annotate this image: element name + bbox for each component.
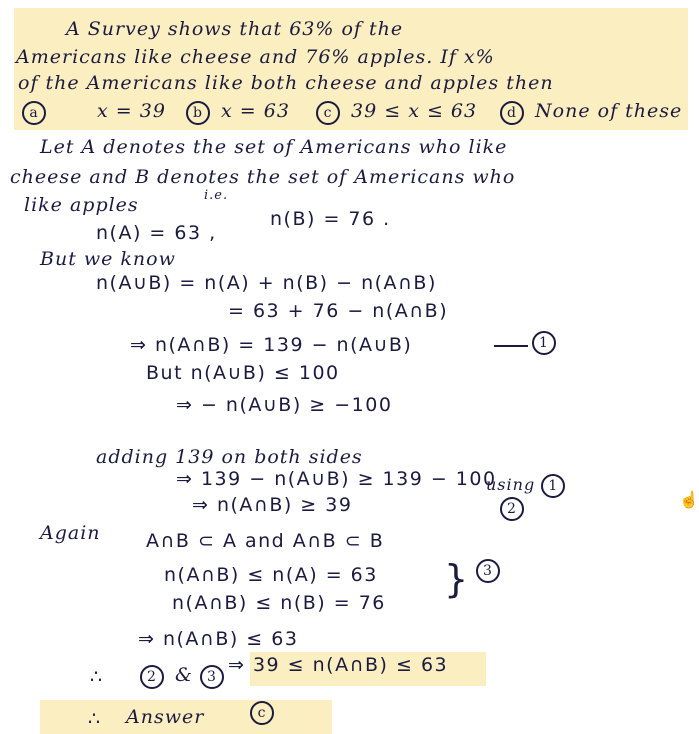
subset-relation: A∩B ⊂ A and A∩B ⊂ B	[146, 530, 385, 552]
bound-by-A: n(A∩B) ≤ n(A) = 63	[164, 564, 378, 586]
solution-line-2: cheese and B denotes the set of Americans who	[10, 166, 516, 188]
question-line-2: Americans like cheese and 76% apples. If x%	[16, 46, 495, 68]
option-c-mark: c	[316, 101, 340, 125]
union-substitution: = 63 + 76 − n(A∩B)	[228, 300, 449, 322]
using-ref	[486, 474, 569, 498]
option-c-text: 39 ≤ x ≤ 63	[351, 100, 478, 122]
option-b-mark: b	[186, 101, 210, 125]
using-ref-mark: 1	[541, 474, 565, 498]
answer-label: Answer	[126, 706, 205, 728]
equation-ref-2: 2	[500, 496, 528, 521]
added-inequality: ⇒ 139 − n(A∪B) ≥ 139 − 100	[176, 468, 497, 490]
therefore-symbol-1: ∴	[90, 666, 104, 688]
option-d-mark: d	[500, 101, 524, 125]
lower-bound: ⇒ n(A∩B) ≥ 39	[192, 494, 353, 516]
but-we-know: But we know	[40, 248, 176, 270]
question-line-3: of the Americans like both cheese and apples then	[18, 72, 554, 94]
using-label: using	[486, 475, 536, 494]
ref-dash-1	[494, 345, 528, 347]
nB-equation: n(B) = 76 .	[270, 208, 391, 230]
equation-ref-1: 1	[532, 330, 560, 355]
option-b-text: x = 63	[221, 100, 290, 122]
ie-label: i.e.	[204, 188, 229, 203]
answer-choice: c	[250, 700, 278, 725]
adding-note: adding 139 on both sides	[96, 446, 363, 468]
option-c	[316, 100, 477, 125]
equation-ref-3: 3	[476, 558, 504, 583]
nA-equation: n(A) = 63 ,	[96, 222, 217, 244]
option-a-text: x = 39	[97, 100, 166, 122]
negated-bound: ⇒ − n(A∪B) ≥ −100	[176, 394, 393, 416]
option-d-text: None of these	[535, 100, 683, 122]
combined-refs	[140, 664, 228, 689]
again-label: Again	[40, 522, 101, 544]
therefore-symbol-2: ∴	[88, 708, 102, 730]
combined-ref-3: 3	[200, 665, 224, 689]
upper-bound: ⇒ n(A∩B) ≤ 63	[138, 628, 299, 650]
question-line-1: A Survey shows that 63% of the	[66, 18, 404, 40]
option-a-mark: a	[22, 101, 46, 125]
bound-by-B: n(A∩B) ≤ n(B) = 76	[172, 592, 386, 614]
union-formula: n(A∪B) = n(A) + n(B) − n(A∩B)	[96, 272, 437, 294]
union-bound: But n(A∪B) ≤ 100	[146, 362, 340, 384]
final-inequality: ⇒ 39 ≤ n(A∩B) ≤ 63	[228, 654, 449, 676]
combined-amp: &	[175, 664, 193, 686]
intersection-expression: ⇒ n(A∩B) = 139 − n(A∪B)	[130, 334, 413, 356]
hand-cursor-icon: ☝	[679, 490, 699, 509]
option-a	[22, 100, 166, 125]
solution-line-3: like apples	[24, 194, 139, 216]
brace: }	[444, 557, 470, 601]
combined-ref-2: 2	[140, 665, 164, 689]
option-b	[186, 100, 290, 125]
option-d	[500, 100, 682, 125]
solution-line-1: Let A denotes the set of Americans who like	[40, 136, 508, 158]
